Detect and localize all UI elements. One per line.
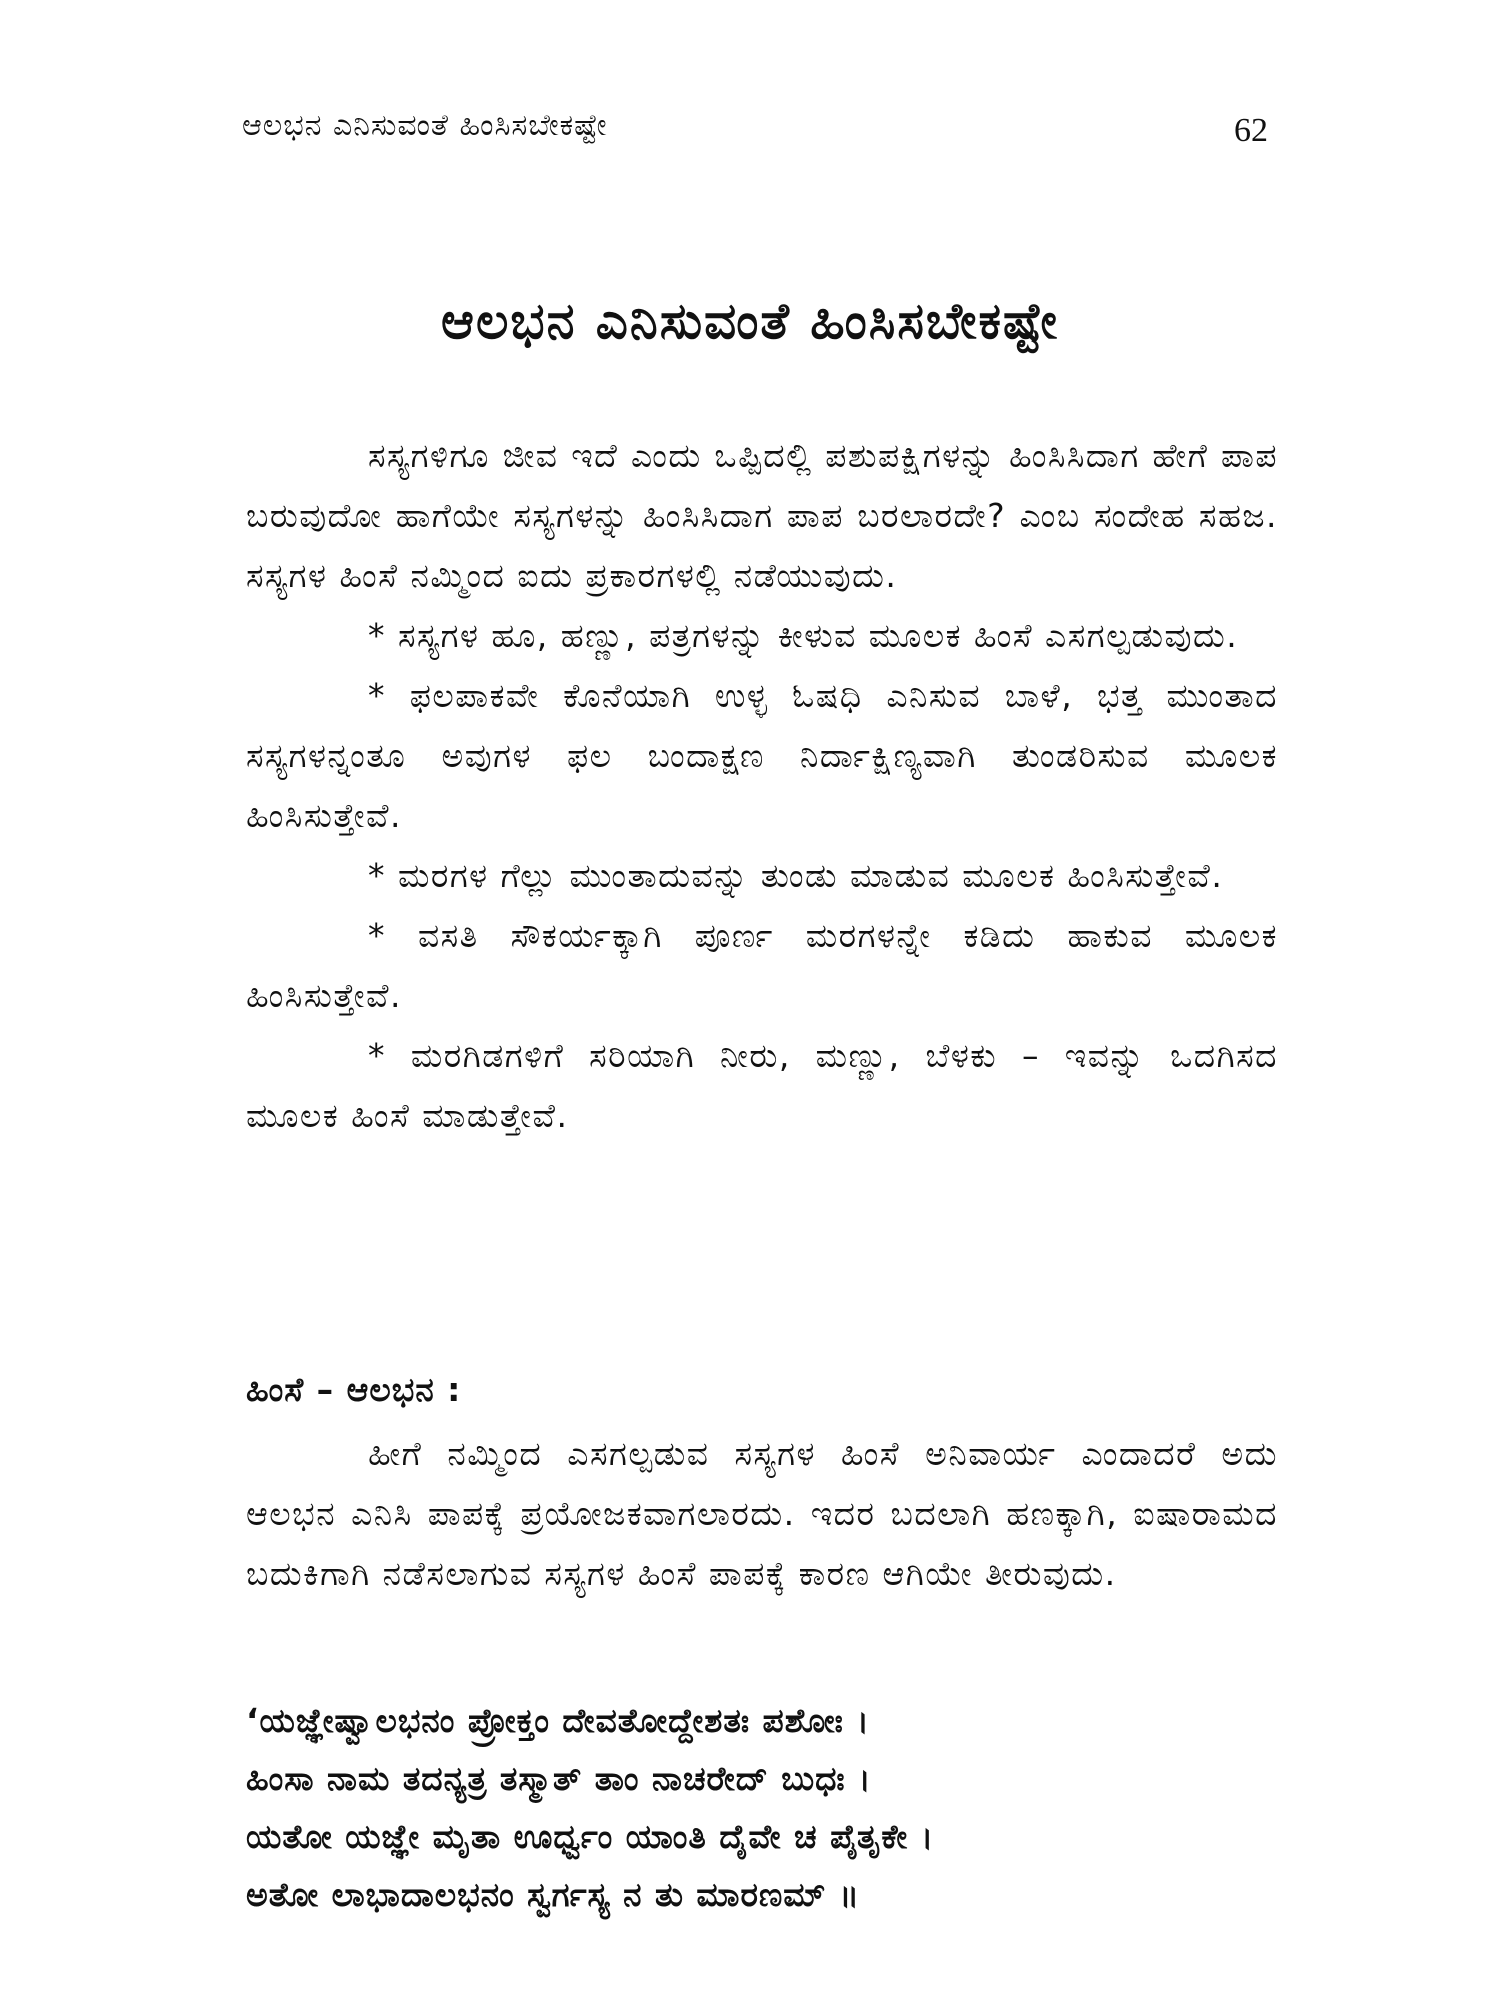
bullet-paragraph: * ಮರಗಳ ಗೆಲ್ಲು ಮುಂತಾದುವನ್ನು ತುಂಡು ಮಾಡುವ ಮೂಲಕ ಹಿಂಸಿಸುತ್ತೇವೆ.: [368, 856, 1224, 895]
verse-line: ‘ಯಜ್ಞೇಷ್ವಾಲಭನಂ ಪ್ರೋಕ್ತಂ ದೇವತೋದ್ದೇಶತಃ ಪಶೋಃ ।: [246, 1701, 870, 1740]
intro-paragraph: ಸಸ್ಯಗಳಿಗೂ ಜೀವ ಇದೆ ಎಂದು ಒಪ್ಪಿದಲ್ಲಿ ಪಶುಪಕ್ಷಿಗಳನ್ನು ಹಿಂಸಿಸಿದಾಗ ಹೇಗೆ ಪಾಪ ಬರುವುದೋ ಹಾಗೆಯೇ ಸಸ್ಯಗಳನ್ನು ಹಿಂಸಿಸಿದಾಗ ಪಾಪ ಬರಲಾರದೇ? ಎಂಬ ಸಂದೇಹ ಸಹಜ. ಸಸ್ಯಗಳ ಹಿಂಸೆ ನಮ್ಮಿಂದ ಐದು ಪ್ರಕಾರಗಳಲ್ಲಿ ನಡೆಯುವುದು.: [246, 436, 1278, 595]
page-number: 62: [1234, 112, 1268, 149]
bullet-paragraph: * ಮರಗಿಡಗಳಿಗೆ ಸರಿಯಾಗಿ ನೀರು, ಮಣ್ಣು, ಬೆಳಕು – ಇವನ್ನು ಒದಗಿಸದ ಮೂಲಕ ಹಿಂಸೆ ಮಾಡುತ್ತೇವೆ.: [246, 1036, 1278, 1135]
verse-line: ಹಿಂಸಾ ನಾಮ ತದನ್ಯತ್ರ ತಸ್ಮಾತ್ ತಾಂ ನಾಚರೇದ್ ಬುಧಃ ।: [246, 1759, 872, 1798]
body-section-2: [246, 1424, 1278, 1604]
section-heading: ಹಿಂಸೆ – ಆಲಭನ :: [246, 1370, 462, 1409]
verse-line: ಯತೋ ಯಜ್ಞೇ ಮೃತಾ ಊರ್ಧ್ವಂ ಯಾಂತಿ ದೈವೇ ಚ ಪೈತೃಕೇ ।: [246, 1817, 935, 1856]
bullet-paragraph: * ಫಲಪಾಕವೇ ಕೊನೆಯಾಗಿ ಉಳ್ಳ ಓಷಧಿ ಎನಿಸುವ ಬಾಳೆ, ಭತ್ತ ಮುಂತಾದ ಸಸ್ಯಗಳನ್ನಂತೂ ಅವುಗಳ ಫಲ ಬಂದಾಕ್ಷಣ ನಿರ್ದಾಕ್ಷಿಣ್ಯವಾಗಿ ತುಂಡರಿಸುವ ಮೂಲಕ ಹಿಂಸಿಸುತ್ತೇವೆ.: [246, 676, 1278, 835]
body-section-1: [246, 426, 1278, 1146]
sanskrit-verse: [246, 1692, 1286, 1924]
bullet-paragraph: * ವಸತಿ ಸೌಕರ್ಯಕ್ಕಾಗಿ ಪೂರ್ಣ ಮರಗಳನ್ನೇ ಕಡಿದು ಹಾಕುವ ಮೂಲಕ ಹಿಂಸಿಸುತ್ತೇವೆ.: [246, 916, 1278, 1015]
running-header: ಆಲಭನ ಎನಿಸುವಂತೆ ಹಿಂಸಿಸಬೇಕಷ್ಟೇ: [242, 108, 608, 143]
chapter-title: ಆಲಭನ ಎನಿಸುವಂತೆ ಹಿಂಸಿಸಬೇಕಷ್ಟೇ: [441, 292, 1059, 350]
bullet-paragraph: * ಸಸ್ಯಗಳ ಹೂ, ಹಣ್ಣು, ಪತ್ರಗಳನ್ನು ಕೀಳುವ ಮೂಲಕ ಹಿಂಸೆ ಎಸಗಲ್ಪಡುವುದು.: [368, 616, 1239, 655]
section-paragraph: ಹೀಗೆ ನಮ್ಮಿಂದ ಎಸಗಲ್ಪಡುವ ಸಸ್ಯಗಳ ಹಿಂಸೆ ಅನಿವಾರ್ಯ ಎಂದಾದರೆ ಅದು ಆಲಭನ ಎನಿಸಿ ಪಾಪಕ್ಕೆ ಪ್ರಯೋಜಕವಾಗಲಾರದು. ಇದರ ಬದಲಾಗಿ ಹಣಕ್ಕಾಗಿ, ಐಷಾರಾಮದ ಬದುಕಿಗಾಗಿ ನಡೆಸಲಾಗುವ ಸಸ್ಯಗಳ ಹಿಂಸೆ ಪಾಪಕ್ಕೆ ಕಾರಣ ಆಗಿಯೇ ತೀರುವುದು.: [246, 1434, 1278, 1593]
verse-line: ಅತೋ ಲಾಭಾದಾಲಭನಂ ಸ್ವರ್ಗಸ್ಯ ನ ತು ಮಾರಣಮ್ ॥: [246, 1875, 861, 1914]
